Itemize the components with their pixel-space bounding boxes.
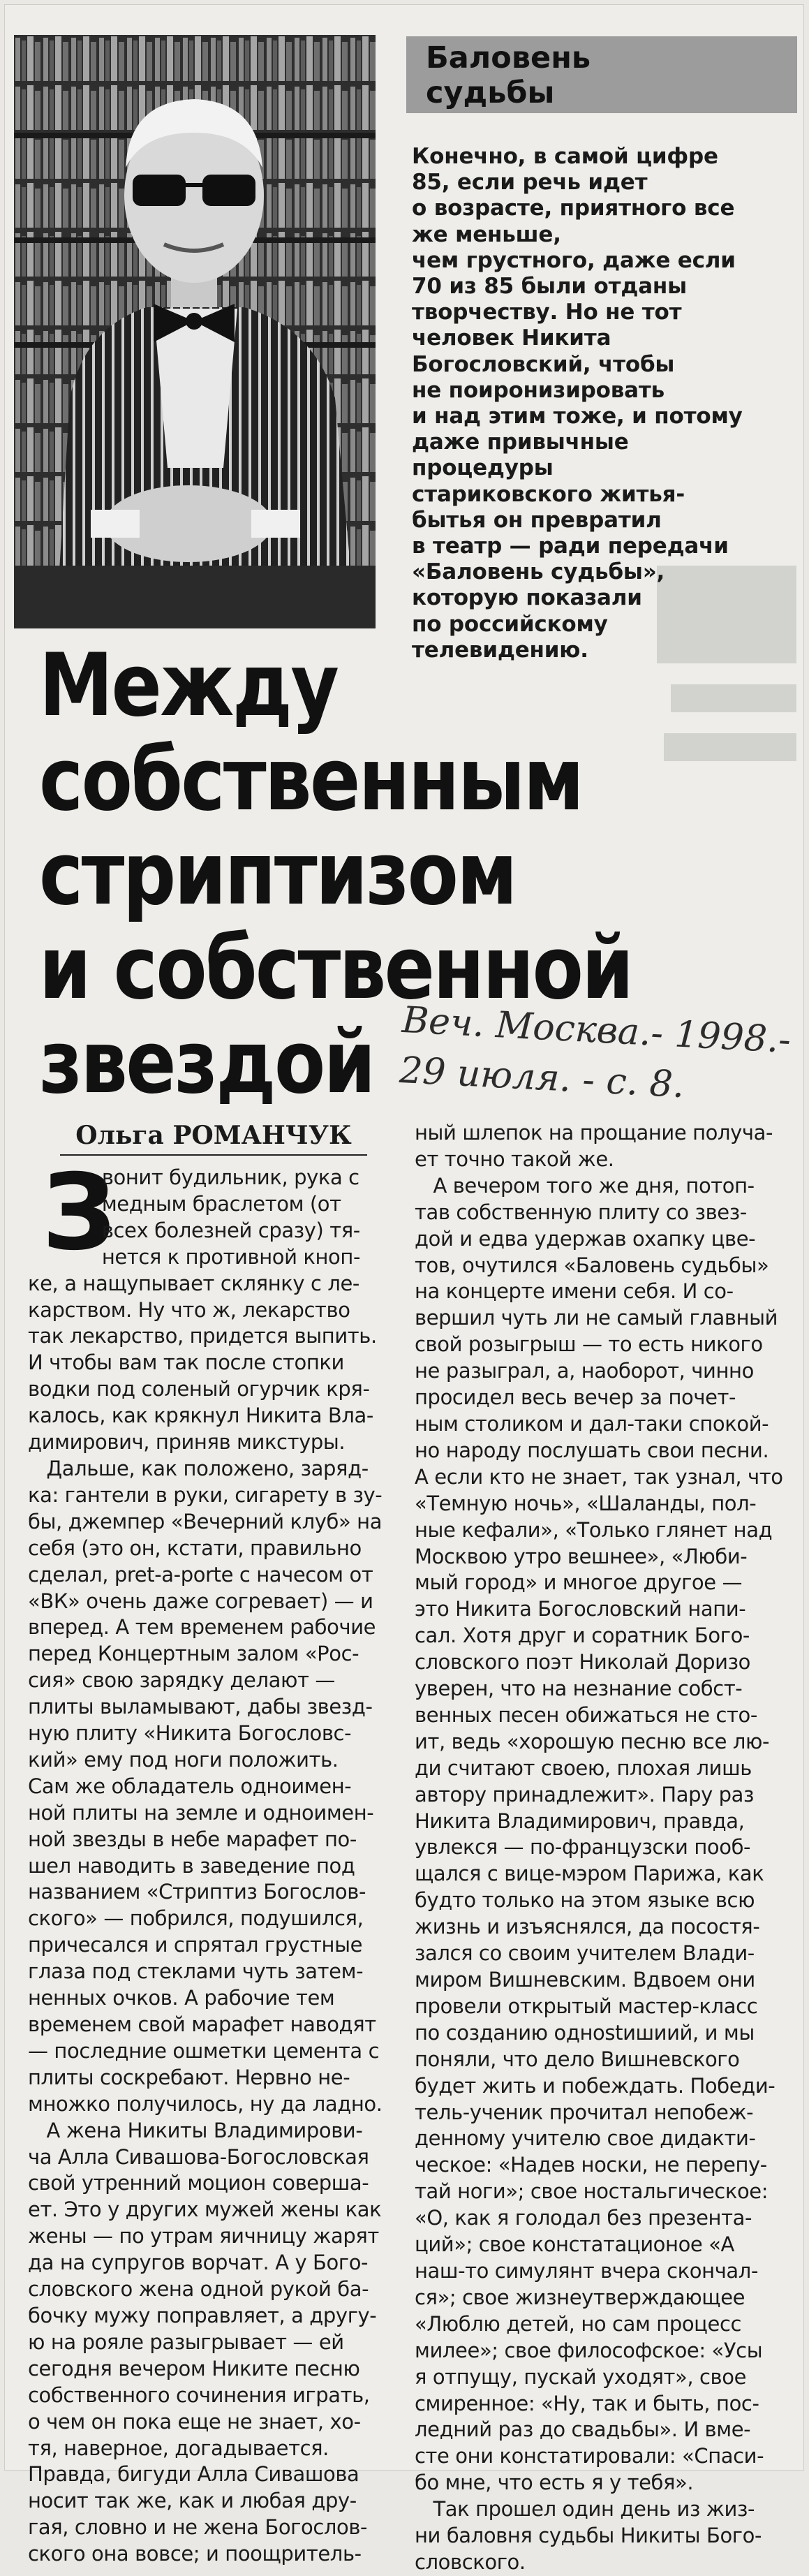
article-line: вонит будильник, рука с: [28, 1165, 359, 1189]
article-line: А вечером того же дня, потоп-: [415, 1173, 755, 1198]
article-line: жизнь и изъяснялся, да посостя-: [415, 1915, 760, 1939]
article-line: Сам же обладатель одноимен-: [28, 1774, 352, 1798]
article-line: на концерте имени себя. И со-: [415, 1279, 734, 1304]
article-line: названием «Стриптиз Богослов-: [28, 1880, 366, 1904]
article-line: ный шлепок на прощание получа-: [415, 1121, 773, 1145]
article-line: бы, джемпер «Вечерний клуб» на: [28, 1509, 383, 1533]
rubric-title: Баловень судьбы: [426, 41, 591, 110]
article-line: денному учителю свое дидакти-: [415, 2126, 756, 2151]
article-line: ненных очков. А рабочие тем: [28, 1986, 335, 2010]
article-line: тов, очутился «Баловень судьбы»: [415, 1253, 769, 1277]
article-line: ка: гантели в руки, сигарету в зу-: [28, 1482, 383, 1507]
article-line: сегодня вечером Никите песню: [28, 2356, 360, 2380]
article-line: «Темную ночь», «Шаланды, пол-: [415, 1491, 757, 1515]
article-line: А если кто не знает, так узнал, что: [415, 1464, 783, 1489]
article-line: димирович, приняв микстуры.: [28, 1430, 346, 1455]
article-line: свой розыгрыш — то есть никого: [415, 1332, 763, 1357]
article-line: причесался и спрятал грустные: [28, 1933, 363, 1957]
byline-block: [60, 1121, 367, 1156]
article-line: «ВК» очень даже согревает) — и: [28, 1589, 373, 1613]
article-line: ча Алла Сивашова-Богословская: [28, 2144, 369, 2169]
article-line: Дальше, как положено, заряд-: [28, 1456, 369, 1480]
article-line: ди считают своею, плохая лишь: [415, 1756, 752, 1780]
article-line: всех болезней сразу) тя-: [28, 1218, 360, 1242]
article-line: не разыграл, а, наоборот, чинно: [415, 1359, 754, 1383]
article-line: сал. Хотя друг и соратник Бого-: [415, 1624, 750, 1648]
article-column-right: [415, 1120, 799, 2576]
article-line: автору принадлежит». Пару раз: [415, 1782, 755, 1806]
article-line: венных песен обижаться не сто-: [415, 1702, 757, 1727]
article-line: миром Вишневским. Вдвоем они: [415, 1968, 755, 1992]
headline: Между собственным стриптизом и собственной звездой: [39, 635, 632, 1113]
article-line: ческое: «Надев носки, не перепу-: [415, 2153, 767, 2177]
article-line: кий» ему под ноги положить.: [28, 1747, 339, 1772]
article-line: ю на рояле разыгрывает — ей: [28, 2330, 344, 2354]
article-line: это Никита Богословский напи-: [415, 1597, 746, 1621]
article-line: увлекся — по-французски пооб-: [415, 1835, 751, 1860]
article-line: гая, словно и не жена Богослов-: [28, 2515, 368, 2540]
article-line: зался со своим учителем Влади-: [415, 1941, 755, 1966]
article-line: временем свой марафет наводят: [28, 2012, 376, 2036]
article-line: ет точно такой же.: [415, 1147, 614, 1171]
portrait-illustration: [14, 35, 376, 628]
article-line: шел наводить в заведение под: [28, 1853, 355, 1878]
drop-cap: З: [42, 1152, 117, 1274]
article-line: поняли, что дело Вишневского: [415, 2047, 740, 2071]
article-line: бочку мужу поправляет, а другу-: [28, 2303, 377, 2327]
article-line: ледний раз до свадьбы». И вме-: [415, 2417, 751, 2442]
article-line: провели открытый мастер-класс: [415, 1994, 758, 2018]
article-line: ского она вовсе; и поощритель-: [28, 2542, 362, 2566]
article-line: словского поэт Николай Доризо: [415, 1650, 750, 1675]
article-line: милее»; свое философское: «Усы: [415, 2338, 763, 2362]
article-line: Москвою утро вешнее», «Люби-: [415, 1544, 748, 1568]
article-line: водки под соленый огурчик кря-: [28, 1377, 370, 1401]
article-line: я отпущу, пускай уходят», свое: [415, 2364, 747, 2389]
article-line: ского» — побрился, подушился,: [28, 1906, 364, 1931]
article-line: ся»; свое жизнеутверждающее: [415, 2285, 745, 2309]
article-line: но народу послушать свои песни.: [415, 1438, 769, 1462]
article-line: ную плиту «Никита Богословс-: [28, 1721, 352, 1746]
article-line: наш-то симулянт вчера скончал-: [415, 2258, 759, 2283]
article-line: ной плиты на земле и одноимен-: [28, 1800, 374, 1825]
article-line: мый город» и многое другое —: [415, 1570, 743, 1595]
article-line: плиты соскребают. Нервно не-: [28, 2065, 350, 2089]
article-line: ке, а нащупывает склянку с ле-: [28, 1271, 359, 1295]
article-line: ные кефали», «Только глянет над: [415, 1517, 773, 1542]
article-line: сия» свою зарядку делают —: [28, 1668, 335, 1693]
lead-paragraph: Конечно, в самой цифре 85, если речь идет о возрасте, приятного все же меньше, чем грустного, даже если 70 из 85 были отданы творчеству. Но не тот человек Никита Богословский, чтобы не поиронизировать и над этим тоже, и потому даже привычные процедуры стариковского житья- бытья он превратил в театр — ради передачи «Баловень судьбы», которую показали по российскому телевидению.: [412, 144, 743, 663]
article-line: ной звезды в небе марафет по-: [28, 1827, 357, 1851]
article-line: по созданию однostишиий, и мы: [415, 2020, 755, 2045]
article-line: «О, как я голодал без презента-: [415, 2206, 752, 2230]
article-line: носит так же, как и любая дру-: [28, 2489, 357, 2513]
article-line: «Люблю детей, но сам процесс: [415, 2311, 742, 2336]
article-line: медным браслетом (от: [28, 1191, 341, 1216]
article-line: Так прошел один день из жиз-: [415, 2497, 755, 2522]
article-line: дой и едва удержав охапку цве-: [415, 1226, 756, 1251]
article-line: о чем он пока еще не знает, хо-: [28, 2409, 361, 2434]
article-line: нется к противной кноп-: [28, 1244, 361, 1269]
handwritten-source-note: Веч. Москва.- 1998.- 29 июля. - с. 8.: [398, 999, 792, 1107]
article-line: перед Концертным залом «Рос-: [28, 1642, 359, 1666]
article-line: калось, как крякнул Никита Вла-: [28, 1404, 373, 1428]
article-line: вершил чуть ли не самый главный: [415, 1306, 778, 1330]
article-line: смиренное: «Ну, так и быть, пос-: [415, 2391, 759, 2415]
article-line: словского жена одной рукой ба-: [28, 2277, 369, 2302]
author-byline: Ольга РОМАНЧУК: [60, 1121, 367, 1156]
article-line: сделал, pret-a-porte с начесом от: [28, 1562, 373, 1587]
article-line: тя, наверное, догадывается.: [28, 2436, 329, 2460]
article-line: словского.: [415, 2549, 526, 2574]
article-line: просидел весь вечер за почет-: [415, 1385, 736, 1410]
article-line: тель-ученик прочитал непобеж-: [415, 2100, 754, 2124]
article-line: вперед. А тем временем рабочие: [28, 1615, 376, 1640]
article-line: тай ноги»; свое ностальгическое:: [415, 2179, 769, 2204]
article-line: так лекарство, придется выпить.: [28, 1324, 377, 1348]
article-line: себя (это он, кстати, правильно: [28, 1536, 362, 1560]
article-line: собственного сочинения играть,: [28, 2383, 370, 2407]
article-line: карством. Ну что ж, лекарство: [28, 1297, 350, 1322]
article-line: бо мне, что есть я у тебя».: [415, 2471, 694, 2495]
article-line: И чтобы вам так после стопки: [28, 1350, 344, 1375]
bleed-through-shadow: [643, 559, 803, 852]
article-line: уверен, что на незнание собст-: [415, 1677, 743, 1701]
article-line: глаза под стеклами чуть затем-: [28, 1959, 364, 1984]
portrait-photo: [14, 35, 376, 628]
article-line: А жена Никиты Владимирови-: [28, 2118, 363, 2142]
article-line: жены — по утрам яичницу жарят: [28, 2224, 379, 2249]
article-line: ит, ведь «хорошую песню все лю-: [415, 1729, 770, 1753]
article-line: да на супругов ворчат. А у Бого-: [28, 2251, 369, 2275]
article-line: ни баловня судьбы Никиты Бого-: [415, 2524, 762, 2548]
article-line: щался с вице-мэром Парижа, как: [415, 1862, 764, 1886]
article-line: будто только на этом языке всю: [415, 1888, 755, 1913]
article-line: множко получилось, ну да ладно.: [28, 2091, 383, 2116]
article-column-left: [28, 1152, 391, 2568]
article-line: Правда, бигуди Алла Сивашова: [28, 2462, 359, 2487]
article-line: будет жить и побеждать. Победи-: [415, 2073, 775, 2098]
article-line: сте они констатировали: «Спаси-: [415, 2444, 764, 2468]
article-line: тав собственную плиту со звез-: [415, 1200, 747, 1224]
article-line: свой утренний моцион соверша-: [28, 2171, 369, 2195]
article-line: плиты выламывают, дабы звезд-: [28, 1695, 373, 1719]
article-line: ций»; свое констатационое «А: [415, 2232, 734, 2257]
article-line: ет. Это у других мужей жены как: [28, 2198, 382, 2222]
article-line: ным столиком и дал-таки спокой-: [415, 1411, 769, 1436]
article-line: — последние ошметки цемента с: [28, 2038, 380, 2063]
article-line: Никита Владимирович, правда,: [415, 1809, 745, 1833]
